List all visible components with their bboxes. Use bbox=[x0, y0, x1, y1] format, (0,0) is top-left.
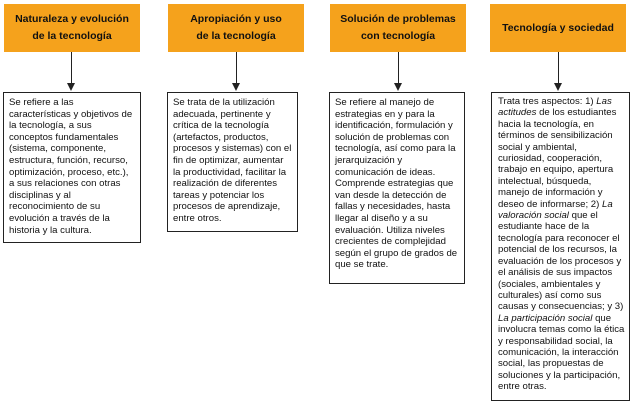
intro-text: Trata tres aspectos: 1) bbox=[498, 96, 594, 107]
aspect-participacion-text: que involucra temas como la ética y responsabilidad social, la comunicación, la interacción social, las propuestas de soluciones y la participación, entre otras. bbox=[498, 312, 625, 393]
down-arrow-icon bbox=[554, 83, 562, 91]
header-tecnologia-sociedad bbox=[490, 4, 626, 52]
aspect-valoracion-title: La valoración social bbox=[498, 198, 613, 222]
aspect-valoracion-text: que el estudiante hace de la tecnología para reconocer el potencial de los recursos, la evaluación de los procesos y el análisis de sus impactos (sociales, ambientales y culturales) así como sus causas y consecuencias; y 3) bbox=[498, 210, 624, 313]
connector-line bbox=[71, 52, 72, 84]
description-box-naturaleza bbox=[3, 92, 141, 243]
header-title-line1: Tecnología y sociedad bbox=[502, 21, 614, 34]
aspect-actitudes-text: de los estudiantes hacia la tecnología, en términos de sensibilización social y ambiental, curiosidad, cooperación, trabajo en equipo, apertura intelectual, búsqueda, manejo de información y deseo de informarse; 2) bbox=[498, 107, 617, 210]
header-title-line2: de la tecnología bbox=[32, 30, 112, 42]
description-text: Se refiere al manejo de estrategias en y para la identificación, formulación y solución de problemas con tecnología, así como para la jerarquización y comunicación de ideas. Comprende estrategias que van desde la detección de fallas y necesidades, hasta llegar al diseño y a su evaluación. Utiliza niveles crecientes de complejidad según el grupo de grados de que se trate. bbox=[335, 97, 458, 271]
description-text: Se refiere a las características y objetivos de la tecnología, a sus conceptos fundamentales (sistema, componente, estructura, función, recurso, optimización, proceso, etc.), a sus relaciones con otras disciplinas y al reconocimiento de su evolución a través de la historia y la cultura. bbox=[9, 97, 133, 236]
down-arrow-icon bbox=[394, 83, 402, 91]
connector-line bbox=[236, 52, 237, 84]
header-apropiacion-uso bbox=[168, 4, 304, 52]
header-solucion-problemas bbox=[330, 4, 466, 52]
header-title-line2: de la tecnología bbox=[196, 30, 276, 42]
connector-line bbox=[398, 52, 399, 84]
description-text bbox=[498, 96, 625, 393]
connector-line bbox=[558, 52, 559, 84]
header-naturaleza-evolucion bbox=[4, 4, 140, 52]
down-arrow-icon bbox=[67, 83, 75, 91]
description-box-solucion bbox=[329, 92, 465, 284]
header-title-line1: Apropiación y uso bbox=[190, 13, 282, 25]
aspect-actitudes-title: Las actitudes bbox=[498, 96, 612, 119]
down-arrow-icon bbox=[232, 83, 240, 91]
description-text: Se trata de la utilización adecuada, pertinente y crítica de la tecnología (artefactos, productos, procesos y sistemas) con el fin de optimizar, aumentar la productividad, facilitar la realización de diferentes tareas y potenciar los procesos de aprendizaje, entre otros. bbox=[173, 97, 292, 224]
aspect-participacion-title: La participación social bbox=[498, 312, 593, 324]
description-box-sociedad bbox=[491, 92, 630, 401]
header-title-line1: Naturaleza y evolución bbox=[15, 13, 129, 25]
description-box-apropiacion bbox=[167, 92, 298, 232]
header-title-line2: con tecnología bbox=[360, 30, 436, 42]
header-title-line1: Solución de problemas bbox=[340, 13, 456, 25]
